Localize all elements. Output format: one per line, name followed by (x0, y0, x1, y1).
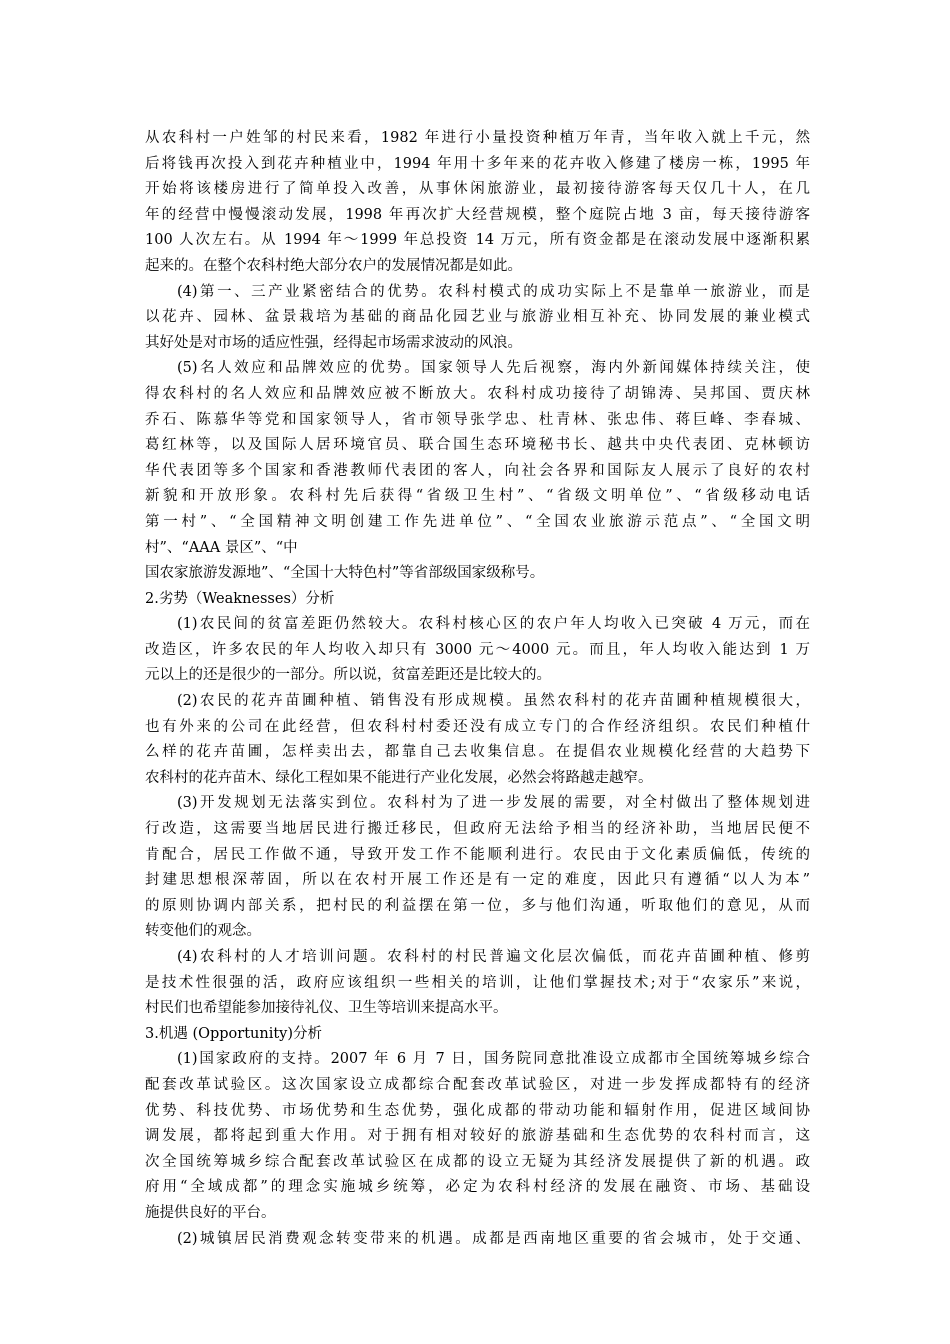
text-line: 开始将该楼房进行了简单投入改善，从事休闲旅游业，最初接待游客每天仅几十人，在几 (145, 181, 810, 198)
text-line: 转变他们的观念。 (145, 923, 261, 940)
section-heading-weaknesses: 2.劣势（Weaknesses）分析 (145, 590, 335, 607)
paragraph (145, 791, 810, 945)
text-line: 元以上的还是很少的一部分。所以说，贫富差距还是比较大的。 (145, 667, 551, 684)
text-line: (1)农民间的贫富差距仍然较大。农科村核心区的农户年人均收入已突破 4 万元，而在 (177, 616, 810, 633)
text-line: (4)农科村的人才培训问题。农科村的村民普遍文化层次偏低，而花卉苗圃种植、修剪 (177, 949, 810, 965)
text-line: 华代表团等多个国家和香港教师代表团的客人，向社会各界和国际友人展示了良好的农村 (145, 462, 810, 479)
text-line: 的原则协调内部关系，把村民的利益摆在第一位，多与他们沟通，听取他们的意见，从而 (145, 897, 810, 914)
text-line: 农科村的花卉苗木、绿化工程如果不能进行产业化发展，必然会将路越走越窄。 (145, 769, 653, 786)
paragraph (145, 1227, 810, 1253)
text-line: 么样的花卉苗圃，怎样卖出去，都靠自己去收集信息。在提倡农业规模化经营的大趋势下 (145, 744, 810, 761)
text-line: 新貌和开放形象。农科村先后获得“省级卫生村”、“省级文明单位”、“省级移动电话 (145, 488, 810, 505)
section-heading-opportunity: 3.机遇 (Opportunity)分析 (145, 1025, 323, 1042)
text-line: 行改造，这需要当地居民进行搬迁移民，但政府无法给予相当的经济补助，当地居民便不 (145, 821, 810, 838)
paragraph (145, 356, 810, 586)
text-line: 次全国统筹城乡综合配套改革试验区在成都的设立无疑为其经济发展提供了新的机遇。政 (145, 1153, 810, 1170)
text-line: (1)国家政府的支持。2007 年 6 月 7 日，国务院同意批准设立成都市全国统筹城乡综合 (177, 1051, 810, 1068)
paragraph (145, 945, 810, 1022)
text-line: 以花卉、园林、盆景栽培为基础的商品化园艺业与旅游业相互补充、协同发展的兼业模式 (145, 309, 810, 326)
text-line: 国农家旅游发源地”、“全国十大特色村”等省部级国家级称号。 (145, 565, 545, 582)
text-line: 从农科村一户姓邹的村民来看，1982 年进行小量投资种植万年青，当年收入就上千元，然 (145, 130, 810, 146)
text-line: 府用“全域成都”的理念实施城乡统筹，必定为农科村经济的发展在融资、市场、基础设 (145, 1179, 810, 1196)
paragraph (145, 612, 810, 689)
text-line: 村民们也希望能参加接待礼仪、卫生等培训来提高水平。 (145, 1000, 508, 1017)
text-line: 调发展，都将起到重大作用。对于拥有相对较好的旅游基础和生态优势的农科村而言，这 (145, 1128, 810, 1145)
text-line: 村”、“AAA 景区”、“中 (145, 539, 298, 556)
text-line: 起来的。在整个农科村绝大部分农户的发展情况都是如此。 (145, 257, 522, 274)
text-line: 第一村”、“全国精神文明创建工作先进单位”、“全国农业旅游示范点”、“全国文明 (145, 513, 810, 530)
paragraph (145, 1047, 810, 1226)
text-line: 也有外来的公司在此经营，但农科村村委还没有成立专门的合作经济组织。农民们种植什 (145, 718, 810, 735)
text-line: (2)农民的花卉苗圃种植、销售没有形成规模。虽然农科村的花卉苗圃种植规模很大， (177, 693, 810, 710)
document-body (145, 126, 810, 1252)
text-line: (5)名人效应和品牌效应的优势。国家领导人先后视察，海内外新闻媒体持续关注，使 (177, 360, 810, 377)
text-line: 后将钱再次投入到花卉种植业中，1994 年用十多年来的花卉收入修建了楼房一栋，1995 年 (145, 155, 810, 172)
text-line: (3)开发规划无法落实到位。农科村为了进一步发展的需要，对全村做出了整体规划进 (177, 795, 810, 812)
text-line: 100 人次左右。从 1994 年～1999 年总投资 14 万元，所有资金都是在滚动发展中逐渐积累 (145, 232, 810, 249)
text-line: 配套改革试验区。这次国家设立成都综合配套改革试验区，对进一步发挥成都特有的经济 (145, 1076, 810, 1093)
text-line: 优势、科技优势、市场优势和生态优势，强化成都的带动功能和辐射作用，促进区域间协 (145, 1102, 810, 1119)
text-line: 是技术性很强的活，政府应该组织一些相关的培训，让他们掌握技术;对于“农家乐”来说， (145, 974, 810, 991)
text-line: 其好处是对市场的适应性强，经得起市场需求波动的风浪。 (145, 334, 522, 351)
text-line: 得农科村的名人效应和品牌效应被不断放大。农科村成功接待了胡锦涛、吴邦国、贾庆林 (145, 385, 810, 402)
text-line: (2)城镇居民消费观念转变带来的机遇。成都是西南地区重要的省会城市，处于交通、 (177, 1230, 810, 1247)
text-line: 年的经营中慢慢滚动发展，1998 年再次扩大经营规模，整个庭院占地 3 亩，每天接待游客 (145, 206, 810, 223)
paragraph (145, 126, 810, 280)
text-line: 改造区，许多农民的年人均收入却只有 3000 元～4000 元。而且，年人均收入能达到 1 万 (145, 641, 810, 658)
text-line: 乔石、陈慕华等党和国家领导人，省市领导张学忠、杜青林、张忠伟、蒋巨峰、李春城、 (145, 411, 810, 428)
text-line: 葛红林等，以及国际人居环境官员、联合国生态环境秘书长、越共中央代表团、克林顿访 (145, 437, 810, 454)
text-line: 肯配合，居民工作做不通，导致开发工作不能顺利进行。农民由于文化素质偏低，传统的 (145, 846, 810, 863)
text-line: 封建思想根深蒂固，所以在农村开展工作还是有一定的难度，因此只有遵循“以人为本” (145, 872, 810, 889)
text-line: 施提供良好的平台。 (145, 1204, 276, 1221)
paragraph (145, 280, 810, 357)
text-line: (4)第一、三产业紧密结合的优势。农科村模式的成功实际上不是靠单一旅游业，而是 (177, 283, 810, 300)
paragraph (145, 689, 810, 791)
